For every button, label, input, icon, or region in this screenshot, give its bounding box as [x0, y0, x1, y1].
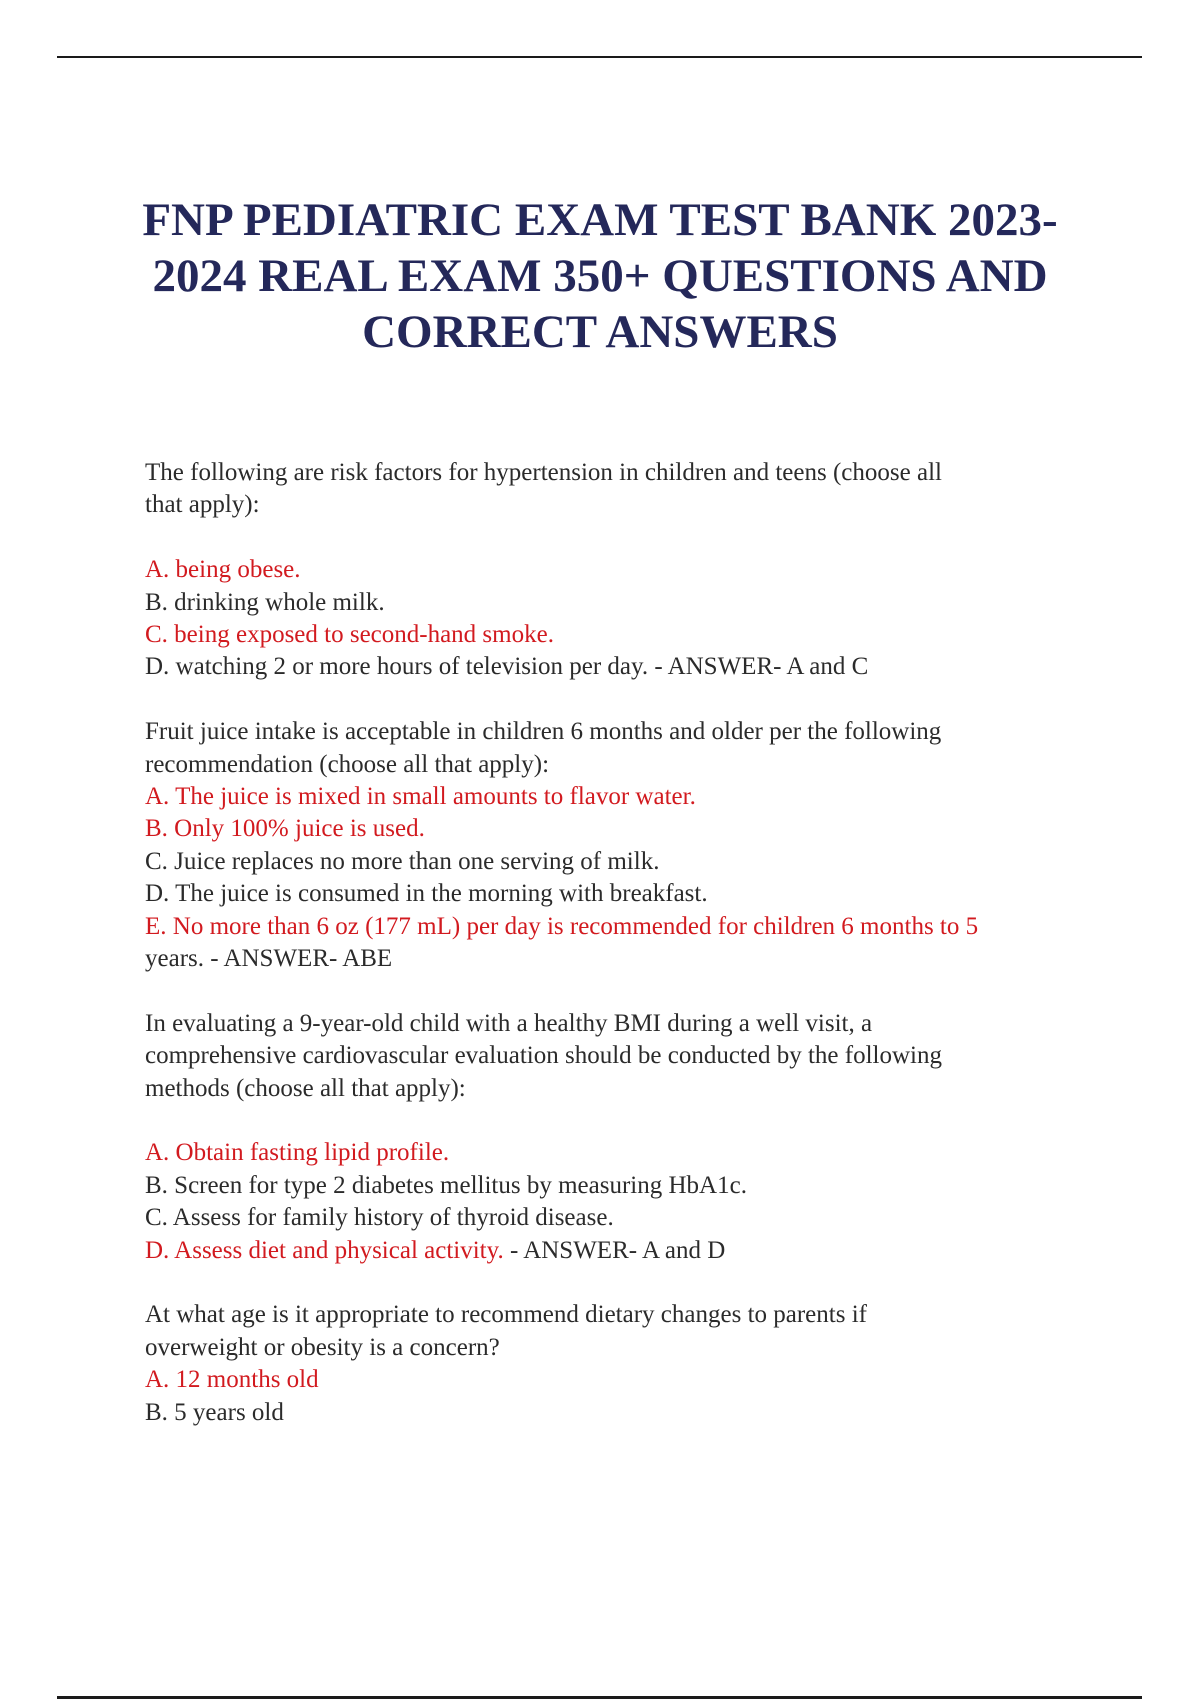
option-with-answer [145, 943, 1105, 975]
footer-rule [57, 1696, 1142, 1699]
question-stem: comprehensive cardiovascular evaluation should be conducted by the following [145, 1042, 942, 1070]
title-line: CORRECT ANSWERS [362, 306, 838, 358]
option-with-answer [145, 1235, 1105, 1267]
option-correct: A. 12 months old [145, 1366, 319, 1394]
question-stem: At what age is it appropriate to recommend dietary changes to parents if [145, 1301, 867, 1329]
title-line: 2024 REAL EXAM 350+ QUESTIONS AND [152, 250, 1048, 302]
answer-key: - ANSWER- A and D [503, 1236, 726, 1264]
option: B. Screen for type 2 diabetes mellitus by measuring HbA1c. [145, 1171, 747, 1199]
question-4 [145, 1299, 1105, 1429]
option-correct: C. being exposed to second-hand smoke. [145, 621, 554, 649]
option: D. watching 2 or more hours of television per day. [145, 653, 649, 681]
option-correct: A. being obese. [145, 556, 301, 584]
option: B. 5 years old [145, 1398, 284, 1426]
option: C. Juice replaces no more than one serving of milk. [145, 847, 660, 875]
question-stem: recommendation (choose all that apply): [145, 750, 550, 778]
document-title [100, 192, 1100, 360]
question-stem: In evaluating a 9-year-old child with a healthy BMI during a well visit, a [145, 1009, 873, 1037]
option-correct: E. No more than 6 oz (177 mL) per day is recommended for children 6 months to 5 [145, 912, 979, 940]
question-1 [145, 457, 1105, 716]
option-correct: B. Only 100% juice is used. [145, 815, 425, 843]
question-3 [145, 1008, 1105, 1300]
option: C. Assess for family history of thyroid disease. [145, 1204, 614, 1232]
title-line: FNP PEDIATRIC EXAM TEST BANK 2023- [142, 194, 1058, 246]
question-stem: Fruit juice intake is acceptable in children 6 months and older per the following [145, 718, 942, 746]
answer-key: - ANSWER- ABE [204, 945, 393, 973]
option-correct: A. Obtain fasting lipid profile. [145, 1139, 450, 1167]
question-stem: The following are risk factors for hypertension in children and teens (choose all [145, 459, 942, 486]
option: D. The juice is consumed in the morning with breakfast. [145, 880, 708, 908]
question-stem: that apply): [145, 491, 260, 519]
option-with-answer [145, 651, 1105, 683]
question-list [145, 457, 1105, 1429]
option-continuation: years. [145, 945, 204, 973]
option: B. drinking whole milk. [145, 588, 385, 616]
question-stem: methods (choose all that apply): [145, 1074, 466, 1102]
option-correct: A. The juice is mixed in small amounts to flavor water. [145, 783, 696, 811]
question-2 [145, 716, 1105, 1008]
header-rule [57, 56, 1142, 58]
question-stem: overweight or obesity is a concern? [145, 1333, 500, 1361]
answer-key: - ANSWER- A and C [648, 653, 869, 681]
option-correct: D. Assess diet and physical activity. [145, 1236, 504, 1264]
